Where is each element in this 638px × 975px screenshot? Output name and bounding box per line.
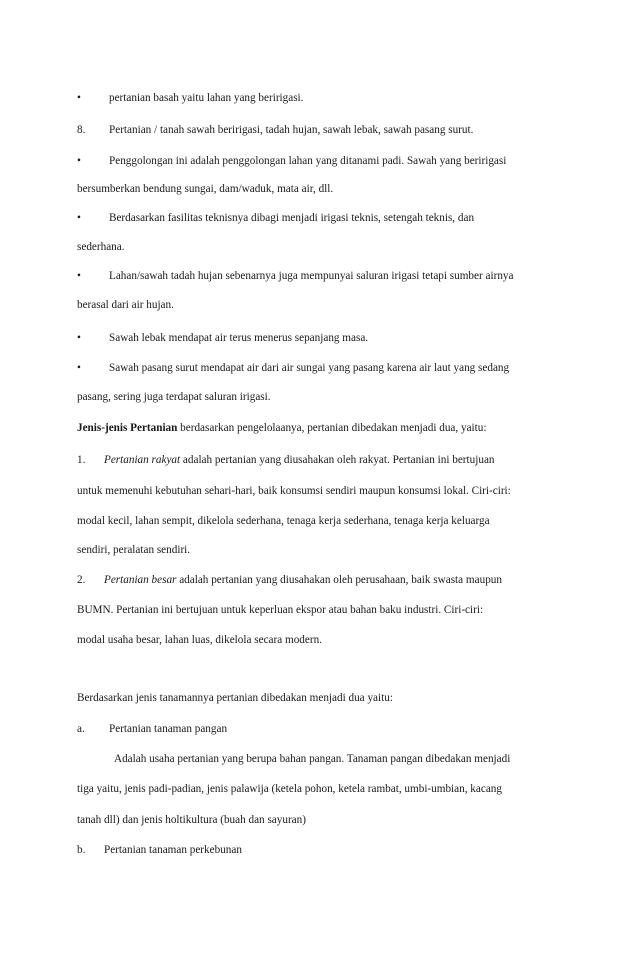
numbered-text: adalah pertanian yang diusahakan oleh perusahaan, baik swasta maupun xyxy=(176,574,502,586)
bullet-text: Sawah pasang surut mendapat air dari air sungai yang pasang karena air laut yang sedang xyxy=(109,362,510,374)
item-marker: b. xyxy=(77,844,86,856)
numbered-term: Pertanian rakyat xyxy=(104,454,181,466)
numbered-2-line-1 xyxy=(77,573,502,587)
jenis-heading-line xyxy=(77,421,486,435)
bullet-6-line-1 xyxy=(77,361,509,375)
item-text: Pertanian / tanah sawah beririgasi, tadah hujan, sawah lebak, sawah pasang surut. xyxy=(109,124,474,136)
item-b xyxy=(77,843,242,857)
tanaman-intro: Berdasarkan jenis tanamannya pertanian dibedakan menjadi dua yaitu: xyxy=(77,692,393,704)
item-text: Pertanian tanaman pangan xyxy=(109,723,228,735)
item-marker: 8. xyxy=(77,124,86,136)
bullet-text: Berdasarkan fasilitas teknisnya dibagi menjadi irigasi teknis, setengah teknis, dan xyxy=(109,212,475,224)
item-text: Pertanian tanaman perkebunan xyxy=(104,844,242,856)
bullet-text: Penggolongan ini adalah penggolongan lahan yang ditanami padi. Sawah yang beririgasi xyxy=(109,155,507,167)
item-a xyxy=(77,722,227,736)
numbered-term: Pertanian besar xyxy=(104,574,177,586)
adalah-line-3: tanah dll) dan jenis holtikultura (buah dan sayuran) xyxy=(77,814,306,826)
numbered-1-line-4: sendiri, peralatan sendiri. xyxy=(77,544,191,556)
bullet-marker: • xyxy=(77,332,81,344)
bullet-2-line-2: bersumberkan bendung sungai, dam/waduk, mata air, dll. xyxy=(77,183,334,195)
bullet-marker: • xyxy=(77,362,81,374)
bullet-text: pertanian basah yaitu lahan yang beririgasi. xyxy=(109,92,304,104)
bullet-text: Lahan/sawah tadah hujan sebenarnya juga mempunyai saluran irigasi tetapi sumber airnya xyxy=(109,270,514,282)
item-8 xyxy=(77,123,473,137)
bullet-text: Sawah lebak mendapat air terus menerus sepanjang masa. xyxy=(109,332,369,344)
jenis-heading-rest: berdasarkan pengelolaanya, pertanian dibedakan menjadi dua, yaitu: xyxy=(177,422,487,434)
numbered-text: adalah pertanian yang diusahakan oleh rakyat. Pertanian ini bertujuan xyxy=(180,454,495,466)
bullet-3-line-2: sederhana. xyxy=(77,241,125,253)
bullet-2-line-1 xyxy=(77,154,506,168)
adalah-line-2: tiga yaitu, jenis padi-padian, jenis palawija (ketela pohon, ketela rambat, umbi-umbian, kacang xyxy=(77,783,502,795)
numbered-2-line-3: modal usaha besar, lahan luas, dikelola secara modern. xyxy=(77,634,322,646)
adalah-line-1: Adalah usaha pertanian yang berupa bahan pangan. Tanaman pangan dibedakan menjadi xyxy=(114,753,511,765)
numbered-2-line-2: BUMN. Pertanian ini bertujuan untuk keperluan ekspor atau bahan baku industri. Ciri-ciri: xyxy=(77,604,484,616)
numbered-marker: 2. xyxy=(77,574,86,586)
bullet-marker: • xyxy=(77,212,81,224)
bullet-1 xyxy=(77,91,303,105)
bullet-marker: • xyxy=(77,155,81,167)
numbered-marker: 1. xyxy=(77,454,86,466)
numbered-1-line-3: modal kecil, lahan sempit, dikelola sederhana, tenaga kerja sederhana, tenaga kerja keluarga xyxy=(77,515,490,527)
bullet-6-line-2: pasang, sering juga terdapat saluran irigasi. xyxy=(77,391,271,403)
item-marker: a. xyxy=(77,723,85,735)
bullet-4-line-2: berasal dari air hujan. xyxy=(77,299,174,311)
bullet-marker: • xyxy=(77,92,81,104)
numbered-1-line-1 xyxy=(77,453,495,467)
bullet-3-line-1 xyxy=(77,211,474,225)
bullet-4-line-1 xyxy=(77,269,513,283)
bullet-5 xyxy=(77,331,368,345)
jenis-heading-bold: Jenis-jenis Pertanian xyxy=(77,422,178,434)
bullet-marker: • xyxy=(77,270,81,282)
numbered-1-line-2: untuk memenuhi kebutuhan sehari-hari, baik konsumsi sendiri maupun konsumsi lokal. Ciri-ciri: xyxy=(77,485,511,497)
